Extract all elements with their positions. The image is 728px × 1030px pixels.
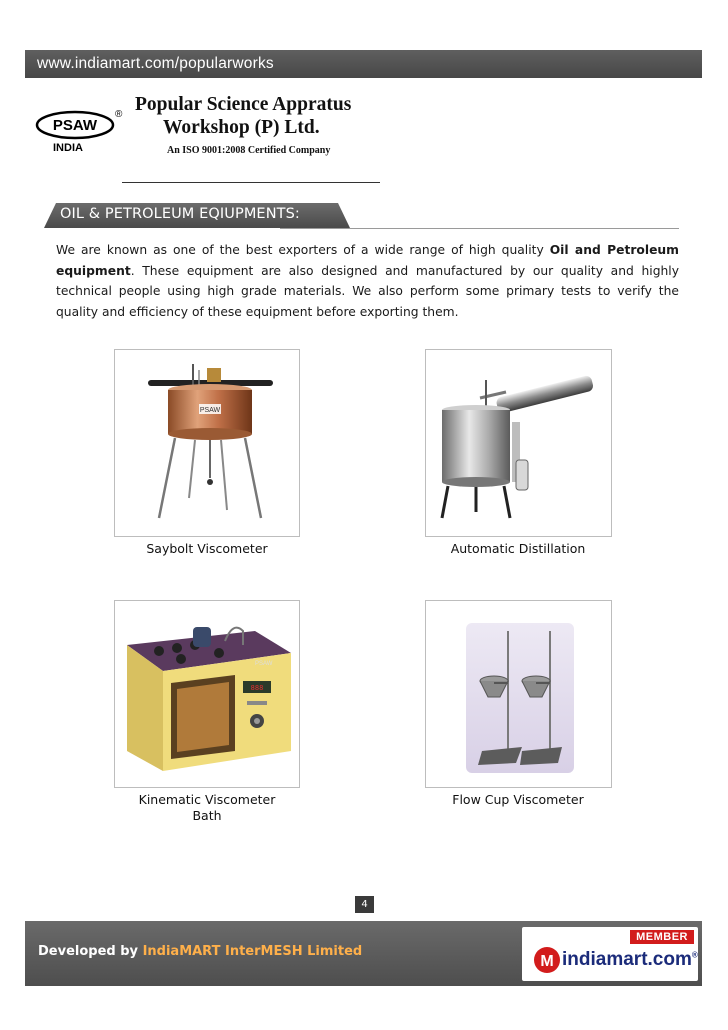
logo-text: PSAW — [52, 117, 98, 134]
product-frame-distillation[interactable] — [425, 349, 612, 537]
automatic-distillation-image — [426, 350, 611, 536]
caption-kinematic-line1: Kinematic Viscometer — [138, 792, 276, 807]
member-registered-mark: ® — [691, 950, 698, 960]
caption-kinematic-line2: Bath — [192, 808, 222, 823]
company-name-line1: Popular Science Appratus — [135, 94, 352, 115]
registered-mark: ® — [115, 109, 123, 120]
product-frame-saybolt[interactable] — [114, 349, 300, 537]
site-url[interactable]: www.indiamart.com/popularworks — [37, 55, 274, 72]
section-header — [44, 203, 679, 229]
saybolt-viscometer-image — [115, 350, 299, 536]
product-frame-kinematic[interactable] — [114, 600, 300, 788]
url-bar — [25, 50, 702, 78]
footer-bar — [25, 921, 702, 986]
member-brand — [562, 949, 698, 971]
intro-paragraph — [56, 240, 679, 322]
indiamart-logo-icon — [532, 945, 562, 975]
caption-kinematic — [97, 792, 317, 824]
developer-link[interactable]: IndiaMART InterMESH Limited — [142, 944, 363, 959]
caption-distillation: Automatic Distillation — [450, 541, 586, 556]
product-frame-flowcup[interactable] — [425, 600, 612, 788]
section-divider — [280, 228, 679, 229]
company-logo — [35, 108, 123, 154]
member-brand-text: indiamart.com — [562, 949, 692, 970]
intro-text-2: . These equipment are also designed and manufactured by our quality and highly technical people using high grade materials. We also perform some primary tests to verify the quality and efficiency of these equipment before exporting them. — [56, 263, 679, 319]
indiamart-member-badge[interactable] — [522, 927, 698, 981]
intro-text-1: We are known as one of the best exporters of a wide range of high quality — [56, 243, 550, 257]
member-tag: MEMBER — [630, 930, 694, 944]
svg-text:PSAW: PSAW — [255, 661, 273, 667]
header-divider — [122, 182, 380, 183]
caption-saybolt: Saybolt Viscometer — [146, 541, 268, 556]
certification-text: An ISO 9001:2008 Certified Company — [167, 145, 331, 156]
psaw-logo-icon — [35, 108, 123, 142]
intro-bold-text: Oil and Petroleum equipment — [56, 243, 679, 278]
footer-credit — [38, 944, 362, 959]
developed-by-label: Developed by — [38, 944, 139, 959]
logo-country: INDIA — [53, 142, 83, 154]
flow-cup-viscometer-image — [426, 601, 611, 787]
svg-text:PSAW: PSAW — [199, 407, 221, 414]
page-number: 4 — [355, 896, 374, 913]
svg-text:M: M — [540, 953, 554, 970]
section-title: OIL & PETROLEUM EQIUPMENTS: — [60, 206, 300, 222]
svg-text:888: 888 — [250, 684, 264, 692]
company-name-line2: Workshop (P) Ltd. — [163, 117, 320, 138]
kinematic-viscometer-bath-image — [115, 601, 299, 787]
caption-flowcup: Flow Cup Viscometer — [452, 792, 584, 807]
